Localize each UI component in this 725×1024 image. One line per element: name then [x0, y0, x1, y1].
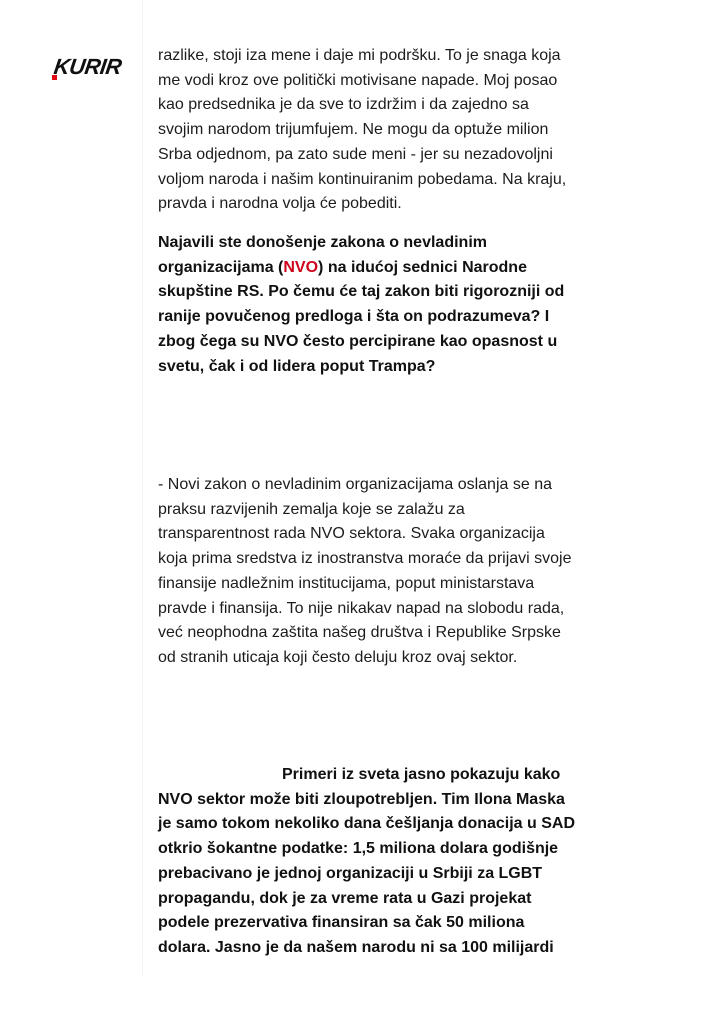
- question-text-before: Najavili ste donošenje zakona o nevladinim organizacijama (: [158, 234, 487, 276]
- kurir-logo[interactable]: [51, 54, 121, 84]
- logo-text: KURIR: [52, 54, 123, 79]
- question-text-after: ) na idućoj sednici Narodne skupštine RS. Po čemu će taj zakon biti rigorozniji od ranije povučenog predloga i šta on podrazumeva? I zbog čega su NVO često percipirane kao opasnost u svetu, čak i od lidera poput Trampa?: [158, 258, 565, 375]
- interview-question: [158, 231, 578, 379]
- article-paragraph: - Novi zakon o nevladinim organizacijama oslanja se na praksu razvijenih zemalja koje se zalažu za transparentnost rada NVO sektora. Svaka organizacija koja prima sredstva iz inostranstva moraće da prijavi svoje finansije nadležnim institucijama, poput ministarstava pravde i finansija. To nije nikakav napad na slobodu rada, već neophodna zaštita našeg društva i Republike Srpske od stranih uticaja koji često deluju kroz ovaj sektor.: [158, 476, 572, 666]
- article-paragraph: razlike, stoji iza mene i daje mi podršku. To je snaga koja me vodi kroz ove politički motivisane napade. Moj posao kao predsednika je da sve to izdržim i da zajedno sa svojim narodom trijumfujem. Ne mogu da optuže milion Srba odjednom, pa zato sude meni - jer su nezadovoljni voljom naroda i našim kontinuiranim pobedama. Na kraju, pravda i narodna volja će pobediti.: [158, 47, 567, 213]
- article-paragraph-bold: Primeri iz sveta jasno pokazuju kako NVO sektor može biti zloupotrebljen. Tim Ilona Maska je samo tokom nekoliko dana češljanja donacija u SAD otkrio šokantne podatke: 1,5 miliona dolara godišnje prebacivano je jednoj organizaciji u Srbiji za LGBT propagandu, dok je za vreme rata u Gazi projekat podele prezervativa finansiran sa čak 50 miliona dolara. Jasno je da našem narodu ni sa 100 milijardi: [158, 766, 576, 956]
- nvo-highlight: NVO: [283, 258, 319, 276]
- article-column: [142, 0, 583, 975]
